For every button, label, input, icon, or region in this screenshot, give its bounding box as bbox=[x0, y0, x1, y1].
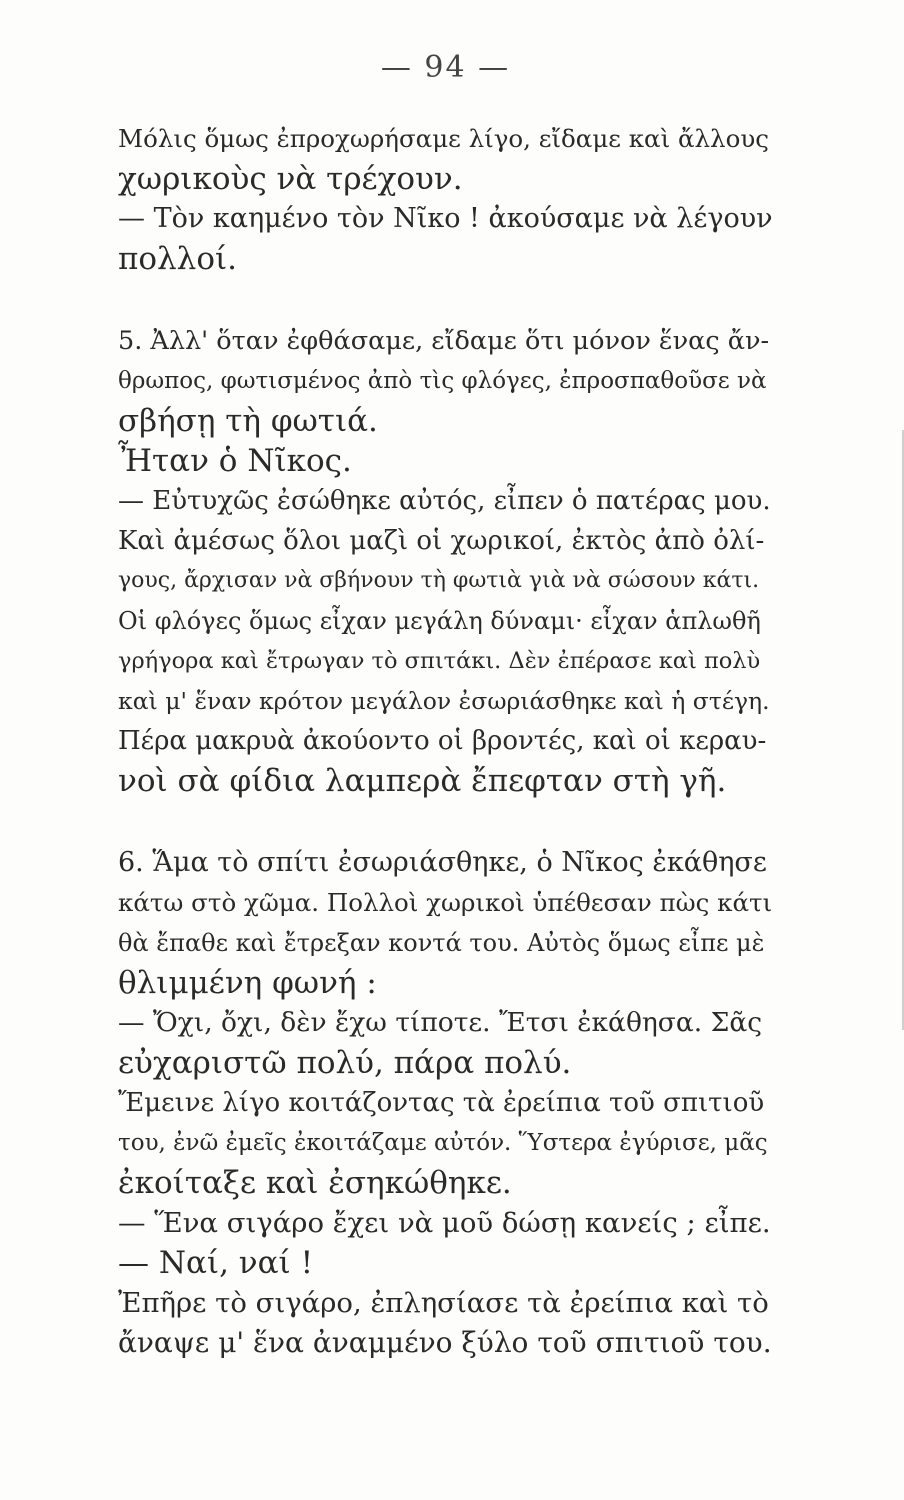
text-line: χωρικοὺς νὰ τρέχουν. bbox=[118, 161, 463, 197]
text-line: 6. Ἅμα τὸ σπίτι ἐσωριάσθηκε, ὁ Νῖκος ἐκάθησε bbox=[118, 847, 767, 878]
text-line: ἐκοίταξε καὶ ἐσηκώθηκε. bbox=[118, 1165, 512, 1201]
text-line: — Ἕνα σιγάρο ἔχει νὰ μοῦ δώσῃ κανείς ; εἶπε. bbox=[118, 1207, 771, 1239]
text-line: — Ναί, ναί ! bbox=[118, 1245, 314, 1281]
text-line: Καὶ ἀμέσως ὅλοι μαζὶ οἱ χωρικοί, ἐκτὸς ἀπὸ ὀλί- bbox=[118, 526, 765, 556]
text-line: γρήγορα καὶ ἔτρωγαν τὸ σπιτάκι. Δὲν ἐπέρασε καὶ πολὺ bbox=[118, 648, 761, 674]
book-page bbox=[118, 50, 773, 1363]
text-line: Πέρα μακρυὰ ἀκούοντο οἱ βροντές, καὶ οἱ κεραυ- bbox=[118, 726, 767, 756]
text-line: θλιμμένη φωνή : bbox=[118, 965, 377, 1001]
text-line: Οἱ φλόγες ὅμως εἶχαν μεγάλη δύναμι· εἶχαν ἁπλωθῆ bbox=[118, 607, 761, 635]
text-line: Μόλις ὅμως ἐπροχωρήσαμε λίγο, εἴδαμε καὶ ἄλλους bbox=[118, 124, 769, 153]
text-line: πολλοί. bbox=[118, 241, 238, 277]
text-line: Ἔμεινε λίγο κοιτάζοντας τὰ ἐρείπια τοῦ σπιτιοῦ bbox=[118, 1088, 765, 1118]
text-line: θὰ ἔπαθε καὶ ἔτρεξαν κοντά του. Αὐτὸς ὅμως εἶπε μὲ bbox=[118, 929, 765, 957]
text-line: — Ὄχι, ὄχι, δὲν ἔχω τίποτε. Ἔτσι ἐκάθησα. Σᾶς bbox=[118, 1007, 763, 1038]
text-line: Ἐπῆρε τὸ σιγάρο, ἐπλησίασε τὰ ἐρείπια καὶ τὸ bbox=[118, 1287, 769, 1319]
paragraph-gap bbox=[118, 801, 773, 843]
text-line: ἄναψε μ' ἕνα ἀναμμένο ξύλο τοῦ σπιτιοῦ του. bbox=[118, 1326, 772, 1359]
page-number: — 94 — bbox=[380, 50, 511, 85]
text-line: — Εὐτυχῶς ἐσώθηκε αὐτός, εἶπεν ὁ πατέρας μου. bbox=[118, 486, 771, 516]
text-line: νοὶ σὰ φίδια λαμπερὰ ἔπεφταν στὴ γῆ. bbox=[118, 763, 727, 799]
text-line: γους, ἄρχισαν νὰ σβήνουν τὴ φωτιὰ γιὰ νὰ σώσουν κάτι. bbox=[118, 568, 760, 593]
text-line: του, ἐνῶ ἐμεῖς ἐκοιτάζαμε αὐτόν. Ὕστερα ἐγύρισε, μᾶς bbox=[118, 1130, 768, 1156]
text-line: Ἦταν ὁ Νῖκος. bbox=[118, 443, 352, 479]
text-line: σβήσῃ τὴ φωτιά. bbox=[118, 403, 378, 439]
text-line: — Τὸν καημένο τὸν Νῖκο ! ἀκούσαμε νὰ λέγουν bbox=[118, 203, 773, 234]
text-line: 5. Ἀλλ' ὅταν ἐφθάσαμε, εἴδαμε ὅτι μόνον ἕνας ἄν- bbox=[118, 326, 770, 356]
paragraph-gap bbox=[118, 279, 773, 321]
text-line: καὶ μ' ἕναν κρότον μεγάλον ἐσωριάσθηκε καὶ ἡ στέγη. bbox=[118, 687, 770, 715]
text-line: εὐχαριστῶ πολύ, πάρα πολύ. bbox=[118, 1045, 572, 1081]
text-line: κάτω στὸ χῶμα. Πολλοὶ χωρικοὶ ὑπέθεσαν πὼς κάτι bbox=[118, 888, 773, 917]
text-line: θρωπος, φωτισμένος ἀπὸ τὶς φλόγες, ἐπροσπαθοῦσε νὰ bbox=[118, 368, 767, 394]
